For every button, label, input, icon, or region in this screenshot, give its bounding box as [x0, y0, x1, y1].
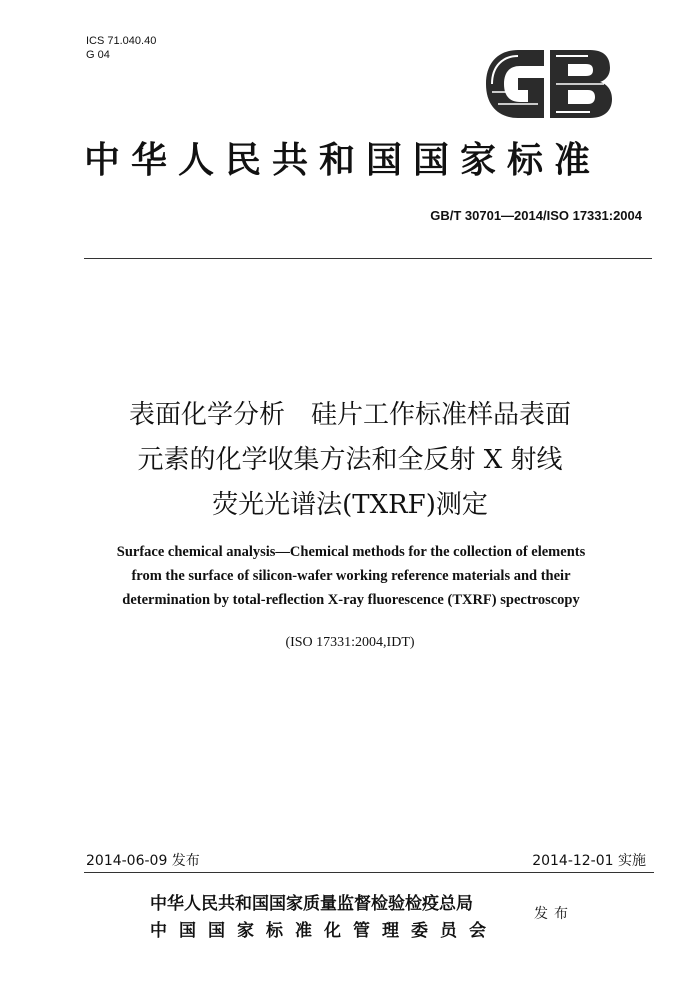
iso-equivalence: (ISO 17331:2004,IDT)	[285, 635, 415, 650]
issuing-authorities	[150, 891, 498, 945]
ics-classification	[86, 34, 156, 62]
english-title	[70, 540, 632, 612]
issue-label: 发布	[534, 906, 574, 922]
gb-logo-icon	[478, 44, 618, 124]
english-title-line-2: from the surface of silicon-wafer working reference materials and their	[131, 568, 571, 584]
issuer-aqsiq: 中华人民共和国国家质量监督检验检疫总局	[150, 894, 473, 914]
implementation-date: 2014-12-01 实施	[532, 853, 646, 869]
chinese-title-line-3: 荧光光谱法(TXRF)测定	[212, 490, 488, 520]
publish-date: 2014-06-09 发布	[86, 853, 200, 869]
chinese-title-line-1: 表面化学分析 硅片工作标准样品表面	[128, 400, 571, 430]
chinese-title-line-2: 元素的化学收集方法和全反射 X 射线	[137, 445, 563, 475]
english-title-line-1: Surface chemical analysis—Chemical methods for the collection of elements	[116, 544, 586, 560]
chinese-title	[60, 393, 640, 528]
standard-category-title: 中华人民共和国国家标准	[84, 139, 602, 181]
top-divider	[84, 258, 652, 259]
class-code: G 04	[86, 49, 110, 61]
bottom-divider	[84, 872, 654, 873]
ics-code: ICS 71.040.40	[86, 35, 157, 47]
english-title-line-3: determination by total-reflection X-ray fluorescence (TXRF) spectroscopy	[122, 592, 580, 608]
standard-number: GB/T 30701—2014/ISO 17331:2004	[430, 208, 642, 223]
issuer-sac: 中国国家标准化管理委员会	[150, 921, 498, 941]
